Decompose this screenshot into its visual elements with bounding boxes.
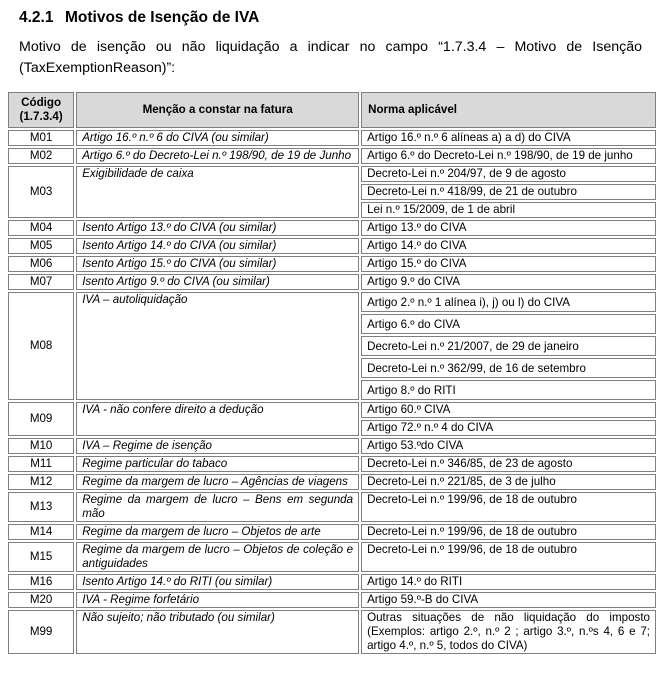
cell-norm: Artigo 2.º n.º 1 alínea i), j) ou l) do CIVA	[361, 292, 656, 312]
cell-code: M20	[8, 592, 74, 608]
exemption-table	[6, 90, 658, 656]
table-row	[8, 438, 656, 454]
cell-mention: IVA – Regime de isenção	[76, 438, 359, 454]
cell-code: M05	[8, 238, 74, 254]
cell-code: M04	[8, 220, 74, 236]
table-row	[8, 524, 656, 540]
cell-mention: Isento Artigo 14.º do RITI (ou similar)	[76, 574, 359, 590]
intro-paragraph: Motivo de isenção ou não liquidação a indicar no campo “1.7.3.4 – Motivo de Isenção (TaxExemptionReason)”:	[19, 39, 642, 76]
cell-norm: Decreto-Lei n.º 221/85, de 3 de julho	[361, 474, 656, 490]
header-norm: Norma aplicável	[361, 92, 656, 128]
cell-mention: Regime da margem de lucro – Agências de viagens	[76, 474, 359, 490]
table-row	[8, 610, 656, 654]
cell-norm: Artigo 6.º do CIVA	[361, 314, 656, 334]
cell-code: M16	[8, 574, 74, 590]
cell-norm: Decreto-Lei n.º 199/96, de 18 de outubro	[361, 542, 656, 572]
cell-code: M14	[8, 524, 74, 540]
table-row	[8, 166, 656, 182]
cell-norm: Decreto-Lei n.º 346/85, de 23 de agosto	[361, 456, 656, 472]
section-heading	[19, 9, 259, 27]
table-row	[8, 148, 656, 164]
cell-mention: Isento Artigo 9.º do CIVA (ou similar)	[76, 274, 359, 290]
cell-norm: Decreto-Lei n.º 199/96, de 18 de outubro	[361, 524, 656, 540]
header-code: Código (1.7.3.4)	[8, 92, 74, 128]
cell-norm: Artigo 60.º CIVA	[361, 402, 656, 418]
table-row	[8, 130, 656, 146]
cell-norm: Artigo 9.º do CIVA	[361, 274, 656, 290]
cell-norm: Lei n.º 15/2009, de 1 de abril	[361, 202, 656, 218]
cell-norm: Artigo 72.º n.º 4 do CIVA	[361, 420, 656, 436]
cell-norm: Decreto-Lei n.º 21/2007, de 29 de janeiro	[361, 336, 656, 356]
cell-norm: Artigo 14.º do CIVA	[361, 238, 656, 254]
cell-code: M06	[8, 256, 74, 272]
cell-code: M08	[8, 292, 74, 400]
cell-code: M03	[8, 166, 74, 218]
cell-code: M11	[8, 456, 74, 472]
table-row	[8, 492, 656, 522]
section-title: Motivos de Isenção de IVA	[65, 9, 260, 26]
cell-code: M99	[8, 610, 74, 654]
table-row	[8, 456, 656, 472]
header-mention: Menção a constar na fatura	[76, 92, 359, 128]
cell-norm: Decreto-Lei n.º 199/96, de 18 de outubro	[361, 492, 656, 522]
cell-code: M12	[8, 474, 74, 490]
cell-norm: Decreto-Lei n.º 362/99, de 16 de setembro	[361, 358, 656, 378]
table-row	[8, 402, 656, 418]
cell-code: M13	[8, 492, 74, 522]
cell-norm: Artigo 6.º do Decreto-Lei n.º 198/90, de 19 de junho	[361, 148, 656, 164]
cell-code: M01	[8, 130, 74, 146]
cell-norm: Decreto-Lei n.º 204/97, de 9 de agosto	[361, 166, 656, 182]
table-row	[8, 592, 656, 608]
cell-norm: Artigo 16.º n.º 6 alíneas a) a d) do CIVA	[361, 130, 656, 146]
table-row	[8, 542, 656, 572]
cell-norm: Artigo 53.ºdo CIVA	[361, 438, 656, 454]
cell-norm: Artigo 14.º do RITI	[361, 574, 656, 590]
cell-code: M09	[8, 402, 74, 436]
cell-mention: Não sujeito; não tributado (ou similar)	[76, 610, 359, 654]
cell-code: M15	[8, 542, 74, 572]
cell-mention: Isento Artigo 13.º do CIVA (ou similar)	[76, 220, 359, 236]
cell-mention: Exigibilidade de caixa	[76, 166, 359, 218]
cell-mention: Isento Artigo 14.º do CIVA (ou similar)	[76, 238, 359, 254]
cell-norm: Decreto-Lei n.º 418/99, de 21 de outubro	[361, 184, 656, 200]
cell-norm: Artigo 8.º do RITI	[361, 380, 656, 400]
table-row	[8, 220, 656, 236]
table-row	[8, 292, 656, 312]
cell-mention: IVA - não confere direito a dedução	[76, 402, 359, 436]
section-number: 4.2.1	[19, 9, 54, 26]
cell-norm: Outras situações de não liquidação do imposto (Exemplos: artigo 2.º, n.º 2 ; artigo 3.º, n.ºs 4, 6 e 7; artigo 4.º, n.º 5, todos do CIVA)	[361, 610, 656, 654]
cell-code: M02	[8, 148, 74, 164]
table-row	[8, 238, 656, 254]
cell-mention: Regime particular do tabaco	[76, 456, 359, 472]
cell-mention: Artigo 6.º do Decreto-Lei n.º 198/90, de 19 de Junho	[76, 148, 359, 164]
cell-code: M10	[8, 438, 74, 454]
cell-mention: Regime da margem de lucro – Objetos de coleção e antiguidades	[76, 542, 359, 572]
table-header-row	[8, 92, 656, 128]
cell-mention: IVA - Regime forfetário	[76, 592, 359, 608]
table-body	[8, 130, 656, 654]
cell-norm: Artigo 15.º do CIVA	[361, 256, 656, 272]
cell-norm: Artigo 59.º-B do CIVA	[361, 592, 656, 608]
cell-code: M07	[8, 274, 74, 290]
cell-mention: Isento Artigo 15.º do CIVA (ou similar)	[76, 256, 359, 272]
cell-mention: Regime da margem de lucro – Bens em segunda mão	[76, 492, 359, 522]
cell-mention: Regime da margem de lucro – Objetos de arte	[76, 524, 359, 540]
table-row	[8, 274, 656, 290]
table-row	[8, 474, 656, 490]
table-row	[8, 574, 656, 590]
cell-mention: Artigo 16.º n.º 6 do CIVA (ou similar)	[76, 130, 359, 146]
cell-mention: IVA – autoliquidação	[76, 292, 359, 400]
cell-norm: Artigo 13.º do CIVA	[361, 220, 656, 236]
table-row	[8, 256, 656, 272]
